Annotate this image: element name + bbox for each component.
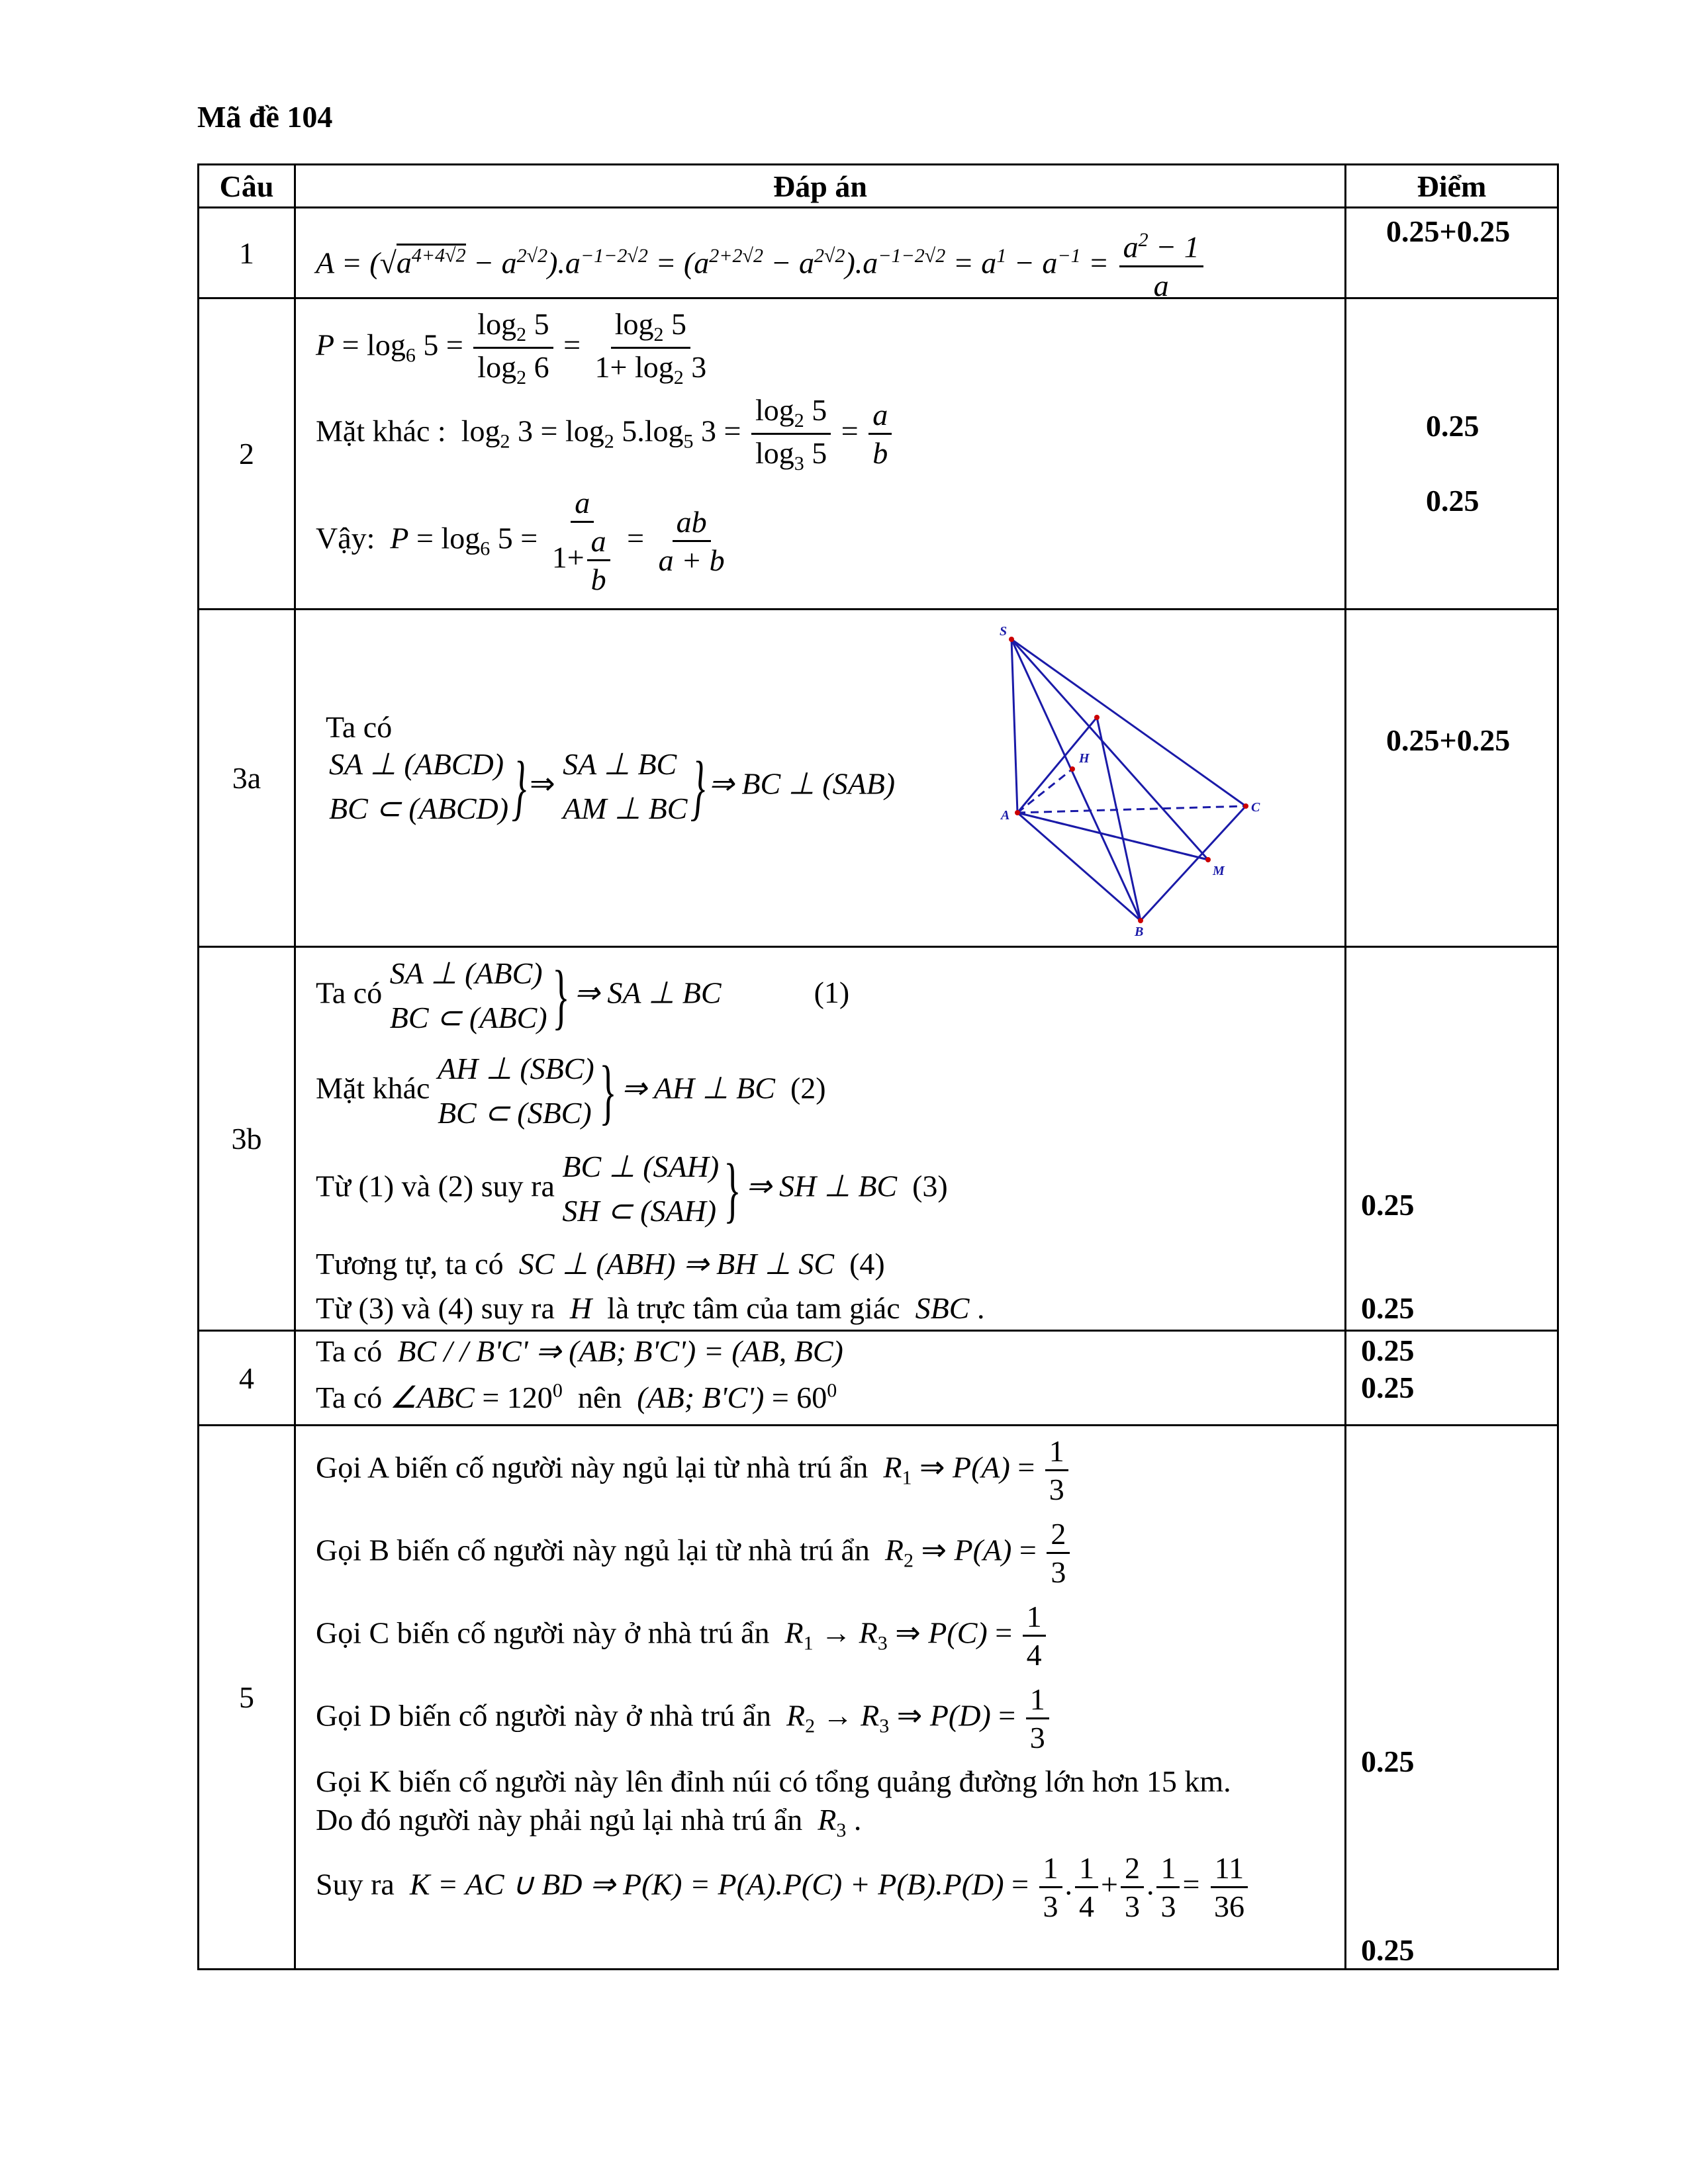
table-row (199, 1331, 1558, 1426)
question-number: 3a (199, 610, 295, 947)
event-b: Gọi B biến cố người này ngủ lại từ nhà trú ẩn $R_2$ ⇒ P(A) = $\frac{2}{3}$ (316, 1516, 1072, 1590)
question-number: 2 (199, 298, 295, 610)
table-row (199, 208, 1558, 298)
label-s: S (1000, 624, 1008, 639)
points-value: 0.25+0.25 (1386, 214, 1511, 248)
formula-3b-5: Từ (3) và (4) suy ra H là trực tâm của tam giác SBC . (316, 1291, 985, 1325)
edge-ah (1017, 769, 1072, 813)
points-value: 0.25 (1361, 1371, 1415, 1404)
answer-cell (295, 947, 1346, 1331)
points-value: 0.25 (1426, 409, 1479, 443)
table-row (199, 947, 1558, 1331)
edge-h-b (1097, 717, 1141, 921)
header-dap-an: Đáp án (295, 165, 1346, 208)
question-number: 4 (199, 1331, 295, 1426)
formula-2a: $P = \log_6 5$ = $\frac{\log_2 5}{\log_2 6}$ = $\frac{\log_2 5}{1+ \log_2 3}$ (316, 307, 707, 389)
points-cell (1346, 1426, 1558, 1970)
points-cell (1346, 947, 1558, 1331)
event-c: Gọi C biến cố người này ở nhà trú ẩn $R_1 \to R_3$ ⇒ P(C) = $\frac{1}{4}$ (316, 1598, 1049, 1673)
formula-2b: Mặt khác : $\log_2 3 = \log_2 5.\log_5$ 3 = $\frac{\log_2 5}{\log_3 5}$ = $\frac{a}{b}$ (316, 392, 894, 476)
formula-3b-2: Mặt khác AH ⊥ (SBC) BC ⊂ (SBC) } ⇒ AH ⊥ BC (2) (316, 1050, 826, 1132)
answer-cell (295, 298, 1346, 610)
formula-1: $A = (√a^{4+4√2} - a^{2√2}).a^{-1-2√2} = (a^{2+2√2} - a^{2√2}).a^{-1-2√2} = a^1 - a^{-1}$ = $\frac{a^2 - 1}{a}$ (316, 228, 1206, 304)
formula-3b-1: Ta có SA ⊥ (ABC) BC ⊂ (ABC) } ⇒ SA ⊥ BC (1) (316, 955, 850, 1036)
edge-sm (1011, 639, 1208, 860)
formula-4b: Ta có ∠ABC = $120^0$ nên (AB; $B'C') = 60^0$ (316, 1379, 837, 1414)
label-b: B (1135, 925, 1144, 939)
points-value: 0.25 (1361, 1188, 1415, 1222)
formula-3a: SA ⊥ (ABCD) BC ⊂ (ABCD) } ⇒ SA ⊥ BC AM ⊥ BC } ⇒ BC ⊥ (SAB) (329, 746, 896, 827)
label-a: A (1001, 808, 1010, 823)
edge-bc (1141, 806, 1246, 921)
pyramid-figure (981, 617, 1260, 939)
question-number: 3b (199, 947, 295, 1331)
table-row (199, 610, 1558, 947)
points-cell (1346, 298, 1558, 610)
points-value: 0.25 (1361, 1745, 1415, 1778)
points-cell (1346, 1331, 1558, 1426)
label-h: H (1079, 751, 1090, 766)
exam-code: Mã đề 104 (197, 100, 333, 134)
header-cau: Câu (199, 165, 295, 208)
edge-sa (1011, 639, 1017, 813)
text-ta-co: Ta có (326, 710, 393, 744)
answer-cell (295, 610, 1346, 947)
event-k-1: Gọi K biến cố người này lên đỉnh núi có tổng quảng đường lớn hơn 15 km. (316, 1764, 1231, 1798)
points-value: 0.25 (1361, 1334, 1415, 1367)
answer-cell (295, 1426, 1346, 1970)
event-k-2: Do đó người này phải ngủ lại nhà trú ẩn $R_3$ . (316, 1803, 862, 1842)
result-k: Suy ra K = AC ∪ BD ⇒ P(K) = P(A).P(C) + P(B).P(D) = $\frac{1}{3}$ . $\frac{1}{4}$ + $\frac{2}{3}$ . $\frac{1}{3}$ = $\frac{11}{36}$ (316, 1850, 1251, 1925)
points-cell (1346, 208, 1558, 298)
points-value: 0.25 (1361, 1291, 1415, 1325)
edge-sc (1011, 639, 1246, 806)
answer-table (197, 163, 1559, 1970)
table-row (199, 298, 1558, 610)
points-cell (1346, 610, 1558, 947)
points-value: 0.25+0.25 (1386, 723, 1511, 757)
event-d: Gọi D biến cố người này ở nhà trú ẩn $R_2 \to R_3$ ⇒ P(D) = $\frac{1}{3}$ (316, 1681, 1052, 1756)
formula-2c: Vậy: $P = \log_6 5$ = a 1+ $\frac{a}{b}$ = $\frac{ab}{a + b}$ (316, 486, 725, 597)
points-value: 0.25 (1361, 1933, 1415, 1967)
label-m: M (1213, 864, 1225, 878)
formula-3b-3: Từ (1) và (2) suy ra BC ⊥ (SAH) SH ⊂ (SAH) } ⇒ SH ⊥ BC (3) (316, 1148, 948, 1230)
header-diem: Điểm (1346, 165, 1558, 208)
table-row (199, 1426, 1558, 1970)
answer-cell (295, 208, 1346, 302)
label-c: C (1251, 800, 1260, 815)
question-number: 1 (199, 208, 295, 298)
points-value: 0.25 (1426, 484, 1479, 518)
formula-3b-4: Tương tự, ta có SC ⊥ (ABH) ⇒ BH ⊥ SC (4) (316, 1247, 885, 1281)
table-header (199, 165, 1558, 208)
event-a: Gọi A biến cố người này ngủ lại từ nhà trú ẩn $R_1$ ⇒ P(A) = $\frac{1}{3}$ (316, 1433, 1071, 1508)
edge-ac (1017, 806, 1246, 813)
answer-cell (295, 1331, 1346, 1426)
question-number: 5 (199, 1426, 295, 1970)
formula-4a: Ta có BC / / B'C' ⇒ (AB; B'C') = (AB, BC) (316, 1334, 843, 1368)
edge-sb (1011, 639, 1141, 921)
